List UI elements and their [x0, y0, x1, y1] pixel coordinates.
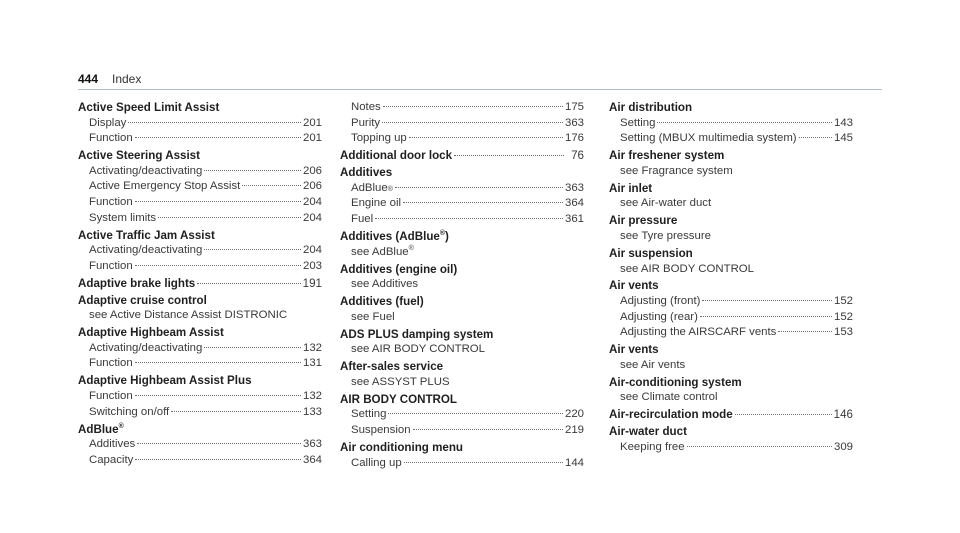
- index-subentry[interactable]: [609, 310, 853, 326]
- index-term[interactable]: [340, 392, 584, 408]
- index-entry: [609, 278, 853, 340]
- leader-dots: [404, 461, 563, 463]
- page-ref[interactable]: 153: [833, 326, 853, 339]
- page-ref[interactable]: 204: [302, 195, 322, 208]
- leader-dots: [171, 410, 301, 412]
- leader-dots: [375, 217, 563, 219]
- leader-dots: [403, 201, 563, 203]
- index-subentry[interactable]: [78, 116, 322, 132]
- subentry-label: Function: [89, 259, 133, 272]
- subentry-label: Activating/deactivating: [89, 164, 203, 177]
- subentry-label: Adjusting (rear): [620, 310, 698, 323]
- index-subentry[interactable]: [78, 195, 322, 211]
- page-ref[interactable]: 176: [564, 132, 584, 145]
- page-ref[interactable]: 363: [564, 116, 584, 129]
- page-ref[interactable]: 201: [302, 132, 322, 145]
- leader-dots: [135, 200, 301, 202]
- page-ref[interactable]: 146: [833, 408, 853, 422]
- index-term-label: Air vents: [609, 279, 659, 293]
- leader-dots: [135, 136, 301, 138]
- index-term[interactable]: [609, 100, 853, 116]
- index-term-label: ADS PLUS damping system: [340, 327, 494, 341]
- registered-mark: ®: [439, 230, 446, 238]
- page-ref[interactable]: 219: [564, 424, 584, 436]
- see-reference[interactable]: [78, 308, 322, 324]
- index-entry: [340, 165, 584, 227]
- index-term[interactable]: [609, 424, 853, 440]
- index-term-label: Additives (AdBlue: [340, 229, 440, 243]
- index-subentry[interactable]: AdBlue ® 363: [340, 181, 584, 197]
- page-header: [78, 70, 882, 90]
- subentry-label: Topping up: [351, 132, 407, 145]
- index-term[interactable]: [78, 293, 322, 309]
- index-subentry[interactable]: [340, 456, 584, 472]
- index-entry: [609, 407, 853, 423]
- leader-dots: [135, 361, 301, 363]
- index-entry: [609, 148, 853, 179]
- see-reference-text: see AIR BODY CONTROL: [351, 343, 485, 356]
- index-term-label: Active Traffic Jam Assist: [78, 228, 215, 242]
- see-reference[interactable]: [340, 245, 584, 261]
- index-entry: [78, 100, 322, 147]
- index-entry: [78, 373, 322, 420]
- leader-dots: [413, 428, 563, 430]
- index-entry: [78, 148, 322, 226]
- page-ref[interactable]: 220: [564, 408, 584, 421]
- index-term-suffix: ): [445, 229, 449, 243]
- page-ref[interactable]: 152: [833, 310, 853, 323]
- page-ref[interactable]: 203: [302, 259, 322, 272]
- page-ref[interactable]: 201: [302, 116, 322, 129]
- see-reference[interactable]: [609, 358, 853, 374]
- index-entry: [78, 422, 322, 469]
- leader-dots: [128, 121, 301, 123]
- index-term-label: Active Steering Assist: [78, 149, 200, 163]
- subentry-label: Switching on/off: [89, 405, 170, 418]
- subentry-label: System limits: [89, 211, 157, 224]
- leader-dots: [657, 121, 832, 123]
- index-term[interactable]: [609, 246, 853, 262]
- index-term-label: Additives (fuel): [340, 295, 424, 309]
- index-term[interactable]: [340, 294, 584, 310]
- index-term[interactable]: [340, 262, 584, 278]
- index-term-label: Air conditioning menu: [340, 440, 464, 454]
- see-reference-text: see Active Distance Assist DISTRONIC: [89, 309, 288, 322]
- subentry-label: Setting (MBUX multimedia system): [620, 132, 797, 145]
- leader-dots: [409, 136, 563, 138]
- see-reference[interactable]: [340, 310, 584, 326]
- page-ref[interactable]: 144: [564, 456, 584, 469]
- leader-dots: [135, 264, 301, 266]
- subentry-label: Active Emergency Stop Assist: [89, 180, 241, 193]
- leader-dots: [454, 154, 564, 156]
- leader-dots: [799, 136, 832, 138]
- see-reference[interactable]: [609, 390, 853, 406]
- leader-dots: [700, 315, 832, 317]
- index-term[interactable]: [340, 327, 584, 343]
- subentry-label: Function: [89, 195, 133, 208]
- index-term[interactable]: [609, 213, 853, 229]
- leader-dots: [778, 330, 832, 332]
- see-reference-text: see Fragrance system: [620, 164, 733, 177]
- index-term[interactable]: [609, 148, 853, 164]
- see-reference-text: see ASSYST PLUS: [351, 375, 450, 388]
- header-divider: [78, 89, 882, 90]
- leader-dots: [383, 105, 563, 107]
- page-ref[interactable]: 132: [302, 341, 322, 354]
- index-subentry[interactable]: [340, 196, 584, 212]
- subentry-label: Setting: [620, 116, 656, 129]
- index-subentry[interactable]: [78, 211, 322, 227]
- see-reference-text: see AIR BODY CONTROL: [620, 262, 754, 275]
- index-entry: [609, 246, 853, 277]
- page-ref[interactable]: 363: [302, 438, 322, 451]
- leader-dots: [204, 346, 301, 348]
- subentry-label: Adjusting (front): [620, 295, 701, 308]
- index-subentry[interactable]: [78, 405, 322, 421]
- index-term-label: Additives (engine oil): [340, 262, 458, 276]
- page-ref[interactable]: 309: [833, 440, 853, 453]
- index-entry: [609, 424, 853, 455]
- index-term-label: Air vents: [609, 343, 659, 357]
- index-column-3: [609, 100, 853, 456]
- index-term[interactable]: [340, 148, 584, 164]
- index-term-label: Additional door lock: [340, 149, 453, 163]
- registered-mark: ®: [118, 422, 124, 430]
- index-entry: [340, 440, 584, 471]
- leader-dots: [687, 445, 832, 447]
- page-number: 444: [78, 72, 99, 86]
- index-entry: [340, 229, 584, 260]
- index-entry: [340, 359, 584, 390]
- index-entry: [609, 181, 853, 212]
- page-ref[interactable]: 206: [302, 164, 322, 177]
- subentry-label: Engine oil: [351, 197, 402, 210]
- see-reference[interactable]: [609, 229, 853, 245]
- subentry-label: Fuel: [351, 212, 374, 225]
- index-entry: [340, 148, 584, 164]
- page-ref[interactable]: 175: [564, 101, 584, 113]
- index-term-label: Air inlet: [609, 181, 653, 195]
- leader-dots: [395, 186, 563, 188]
- index-subentry[interactable]: [340, 407, 584, 423]
- index-subentry[interactable]: [340, 131, 584, 147]
- index-subentry[interactable]: [78, 437, 322, 453]
- see-reference[interactable]: [609, 164, 853, 180]
- index-term[interactable]: [609, 278, 853, 294]
- leader-dots: [135, 394, 301, 396]
- index-term-label: After-sales service: [340, 360, 444, 374]
- page-ref[interactable]: 361: [564, 212, 584, 225]
- page-ref[interactable]: 363: [564, 181, 584, 194]
- index-term[interactable]: [609, 407, 853, 423]
- subentry-label: Function: [89, 357, 133, 370]
- leader-dots: [158, 216, 301, 218]
- leader-dots: [204, 248, 301, 250]
- subentry-label: Notes: [351, 101, 381, 113]
- index-term[interactable]: [78, 276, 322, 292]
- index-subentry[interactable]: [78, 164, 322, 180]
- leader-dots: [735, 413, 832, 415]
- index-term-label: Air distribution: [609, 101, 693, 114]
- page-ref[interactable]: 206: [302, 180, 322, 193]
- subentry-label: Purity: [351, 116, 381, 129]
- subentry-label: Additives: [89, 438, 136, 451]
- index-subentry[interactable]: [78, 243, 322, 259]
- see-reference-text: see Air-water duct: [620, 197, 712, 210]
- index-column-1: [78, 100, 322, 468]
- index-subentry[interactable]: [609, 294, 853, 310]
- index-term-label: Air-water duct: [609, 425, 687, 439]
- leader-dots: [135, 458, 301, 460]
- see-reference[interactable]: [609, 262, 853, 278]
- index-term-label: Adaptive brake lights: [78, 276, 196, 290]
- see-reference[interactable]: [340, 342, 584, 358]
- index-subentry[interactable]: [78, 259, 322, 275]
- index-entry: [340, 327, 584, 358]
- leader-dots: [242, 184, 301, 186]
- page-ref[interactable]: 133: [302, 405, 322, 418]
- index-subentry[interactable]: [78, 341, 322, 357]
- index-subentry[interactable]: [78, 179, 322, 195]
- page-ref[interactable]: 204: [302, 244, 322, 257]
- leader-dots: [204, 169, 301, 171]
- page-ref[interactable]: 145: [833, 132, 853, 145]
- see-reference[interactable]: [609, 196, 853, 212]
- subentry-label: Suspension: [351, 424, 411, 436]
- index-subentry[interactable]: [340, 212, 584, 228]
- subentry-label: Activating/deactivating: [89, 244, 203, 257]
- index-term-label: Adaptive Highbeam Assist Plus: [78, 374, 252, 388]
- leader-dots: [702, 299, 832, 301]
- index-term-label: Air-recirculation mode: [609, 408, 733, 422]
- subentry-label: Setting: [351, 408, 387, 421]
- subentry-label: Function: [89, 132, 133, 145]
- index-subentry[interactable]: [78, 356, 322, 372]
- index-entry: [609, 375, 853, 406]
- index-term[interactable]: [340, 440, 584, 456]
- index-term-label: Air pressure: [609, 214, 678, 228]
- index-term-label: Air suspension: [609, 246, 693, 260]
- see-reference-text: see Climate control: [620, 391, 718, 404]
- index-term[interactable]: [340, 359, 584, 375]
- see-reference[interactable]: [340, 375, 584, 391]
- index-term[interactable]: [340, 165, 584, 181]
- page-ref[interactable]: 143: [833, 116, 853, 129]
- see-reference-text: see Fuel: [351, 310, 395, 323]
- index-term[interactable]: [78, 325, 322, 341]
- index-subentry[interactable]: [609, 131, 853, 147]
- index-subentry[interactable]: [78, 389, 322, 405]
- index-term[interactable]: [78, 148, 322, 164]
- subentry-label: Adjusting the AIRSCARF vents: [620, 326, 777, 339]
- see-reference-text: see Tyre pressure: [620, 229, 711, 242]
- subentry-label: Function: [89, 390, 133, 403]
- leader-dots: [388, 412, 563, 414]
- page-ref[interactable]: 364: [302, 453, 322, 466]
- index-term-label: Additives: [340, 166, 393, 180]
- leader-dots: [197, 282, 300, 284]
- subentry-label: Capacity: [89, 453, 134, 466]
- index-term[interactable]: [609, 375, 853, 391]
- index-term-label: AdBlue: [78, 422, 119, 436]
- subentry-label: Display: [89, 116, 127, 129]
- registered-mark: ®: [408, 244, 414, 252]
- index-term-label: Adaptive Highbeam Assist: [78, 326, 224, 340]
- index-entry: [340, 294, 584, 325]
- index-subentry[interactable]: [609, 440, 853, 456]
- index-column-2: [340, 100, 584, 471]
- index-subentry[interactable]: [340, 100, 584, 116]
- index-entry: [78, 325, 322, 372]
- page-ref[interactable]: 204: [302, 211, 322, 224]
- page-ref[interactable]: 132: [302, 390, 322, 403]
- index-term-label: Active Speed Limit Assist: [78, 101, 220, 114]
- index-entry: [340, 262, 584, 293]
- index-term-label: Air-conditioning system: [609, 375, 742, 389]
- leader-dots: [382, 121, 563, 123]
- index-term[interactable]: [78, 373, 322, 389]
- page-ref[interactable]: 364: [564, 197, 584, 210]
- index-entry: [609, 342, 853, 373]
- index-term-label: Air freshener system: [609, 149, 725, 163]
- page-ref[interactable]: 191: [302, 276, 322, 290]
- see-reference-text: see AdBlue: [351, 245, 409, 258]
- page-label: Index: [112, 72, 142, 86]
- index-entry: [340, 100, 584, 147]
- leader-dots: [137, 442, 301, 444]
- subentry-label: Keeping free: [620, 440, 685, 453]
- index-subentry[interactable]: [609, 116, 853, 132]
- index-term[interactable]: [609, 342, 853, 358]
- index-entry: [609, 100, 853, 147]
- index-term-label: Adaptive cruise control: [78, 293, 207, 307]
- index-term[interactable]: [78, 422, 322, 438]
- see-reference[interactable]: [340, 277, 584, 293]
- page-ref[interactable]: 76: [571, 149, 584, 163]
- subentry-label: AdBlue: [351, 181, 388, 194]
- see-reference-text: see Additives: [351, 278, 419, 291]
- subentry-label: Activating/deactivating: [89, 341, 203, 354]
- index-term[interactable]: [78, 100, 322, 116]
- index-term[interactable]: [78, 228, 322, 244]
- index-subentry[interactable]: [78, 453, 322, 469]
- subentry-label: Calling up: [351, 456, 402, 469]
- index-entry: [78, 276, 322, 292]
- page-ref[interactable]: 152: [833, 295, 853, 308]
- index-entry: [340, 392, 584, 439]
- page-ref[interactable]: 131: [302, 357, 322, 370]
- index-term-label: AIR BODY CONTROL: [340, 392, 458, 406]
- index-term[interactable]: [340, 229, 584, 245]
- index-term[interactable]: [609, 181, 853, 197]
- index-subentry[interactable]: [340, 423, 584, 439]
- index-subentry[interactable]: [609, 325, 853, 341]
- index-entry: [609, 213, 853, 244]
- see-reference-text: see Air vents: [620, 358, 686, 371]
- index-subentry[interactable]: [78, 131, 322, 147]
- index-entry: [78, 293, 322, 324]
- index-subentry[interactable]: [340, 116, 584, 132]
- index-entry: [78, 228, 322, 275]
